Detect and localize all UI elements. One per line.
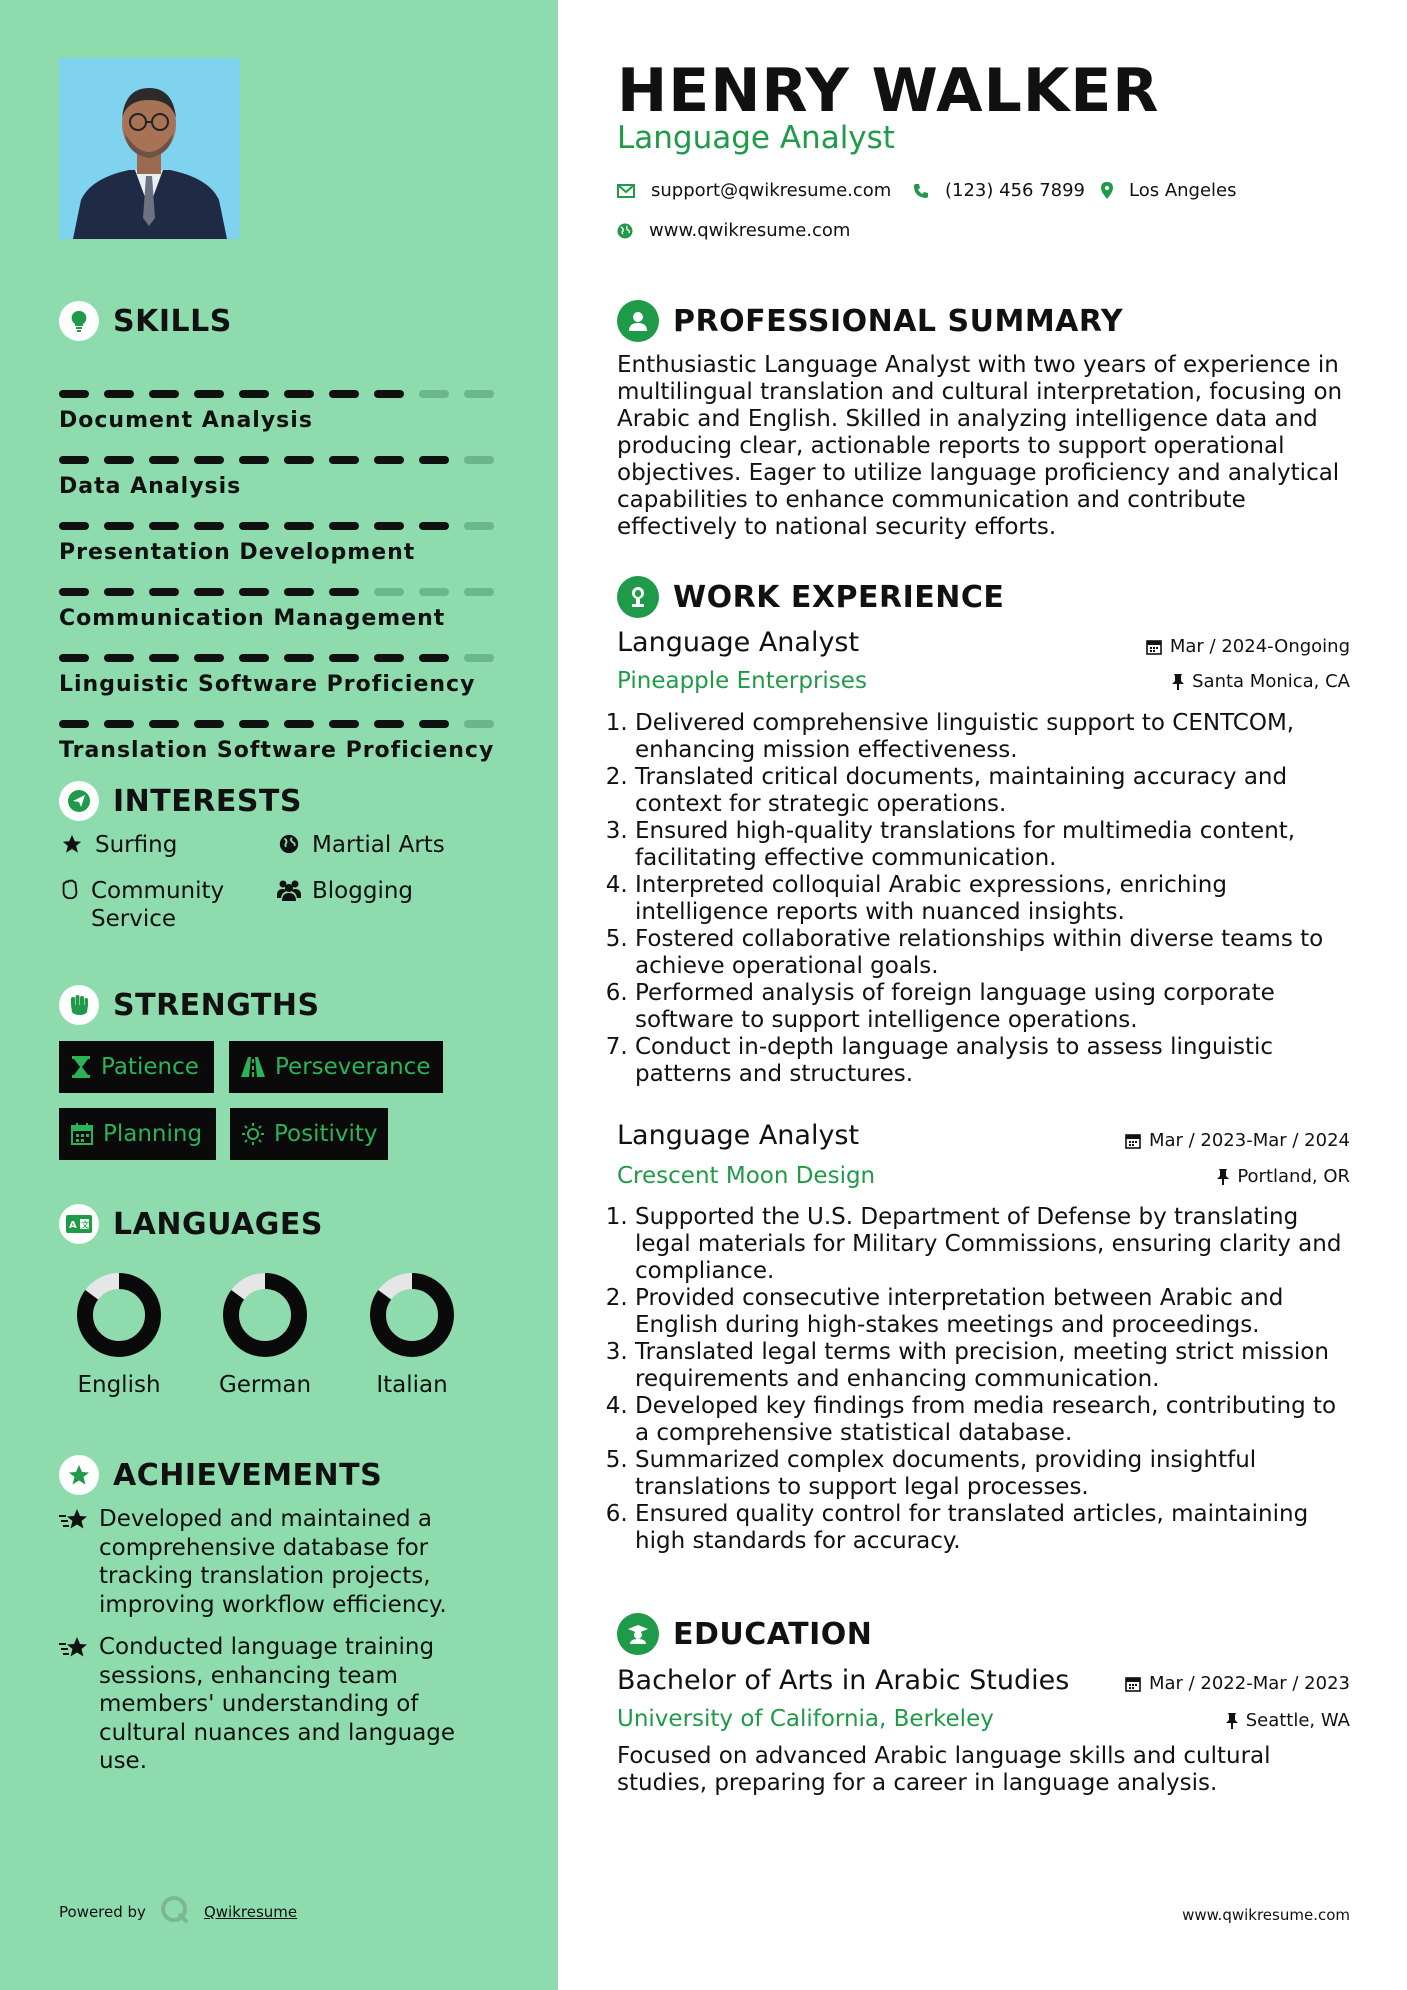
skill-level-segment	[194, 588, 224, 596]
job-bullet: 3. Translated legal terms with precision, meeting strict mission requirements and enhancing communication.	[635, 1339, 1350, 1393]
skill-level-segment	[104, 390, 134, 398]
skill-item	[59, 352, 499, 433]
skill-level-segment	[104, 588, 134, 596]
skill-level-bar	[59, 390, 499, 398]
skill-level-segment	[464, 522, 494, 530]
degree-title: Bachelor of Arts in Arabic Studies	[617, 1665, 1070, 1696]
contact-phone[interactable]: (123) 456 7899	[913, 180, 1085, 201]
job-dates: Mar / 2023-Mar / 2024	[1125, 1130, 1350, 1151]
language-level-ring	[74, 1270, 164, 1360]
candidate-name: HENRY WALKER	[617, 56, 1160, 126]
road-icon	[241, 1057, 265, 1077]
globe-icon	[617, 223, 633, 239]
interests-title: INTERESTS	[113, 783, 302, 819]
strength-patience: Patience	[59, 1041, 214, 1093]
job-bullet: 6. Ensured quality control for translated articles, maintaining high standards for accuracy.	[635, 1501, 1350, 1555]
strength-planning: Planning	[59, 1108, 216, 1160]
skill-item	[59, 418, 499, 499]
pushpin-icon	[1226, 1713, 1238, 1729]
company-name: Crescent Moon Design	[617, 1163, 876, 1189]
language-icon	[59, 1204, 99, 1244]
skill-level-segment	[284, 720, 314, 728]
strength-perseverance: Perseverance	[229, 1041, 443, 1093]
school-name: University of California, Berkeley	[617, 1706, 994, 1732]
contact-location: Los Angeles	[1101, 180, 1237, 201]
job-bullet: 5. Summarized complex documents, providing insightful translations to support legal processes.	[635, 1447, 1350, 1501]
footer-url[interactable]: www.qwikresume.com	[1182, 1906, 1350, 1924]
language-item	[352, 1270, 472, 1398]
contact-email[interactable]: support@qwikresume.com	[617, 180, 891, 201]
skill-level-segment	[59, 522, 89, 530]
skills-heading	[59, 301, 232, 341]
language-level-ring	[220, 1270, 310, 1360]
job-bullet: 4. Interpreted colloquial Arabic expressions, enriching intelligence reports with nuanced insights.	[635, 872, 1350, 926]
svg-text:A: A	[69, 1220, 77, 1231]
skill-name: Presentation Development	[59, 540, 416, 565]
skill-name: Translation Software Proficiency	[59, 738, 495, 763]
skill-level-segment	[239, 390, 269, 398]
skill-level-segment	[149, 522, 179, 530]
skill-level-segment	[464, 456, 494, 464]
skill-level-segment	[464, 390, 494, 398]
languages-heading	[59, 1204, 323, 1244]
calendar-icon	[1146, 639, 1162, 655]
achievement-item: Developed and maintained a comprehensive database for tracking translation projects, improving workflow efficiency.	[59, 1505, 499, 1619]
achievement-item: Conducted language training sessions, enhancing team members' understanding of cultural nuances and language use.	[59, 1633, 499, 1776]
skill-level-segment	[149, 390, 179, 398]
skill-level-segment	[284, 522, 314, 530]
skill-item	[59, 682, 499, 763]
skill-level-segment	[59, 720, 89, 728]
job-location: Portland, OR	[1217, 1166, 1350, 1187]
candidate-role: Language Analyst	[617, 120, 895, 156]
achievements-title: ACHIEVEMENTS	[113, 1457, 383, 1493]
languages-title: LANGUAGES	[113, 1206, 323, 1242]
summary-title: PROFESSIONAL SUMMARY	[673, 303, 1124, 339]
star-icon	[59, 831, 85, 855]
sun-icon	[242, 1123, 264, 1145]
skill-level-segment	[419, 654, 449, 662]
skill-level-segment	[104, 654, 134, 662]
skill-level-bar	[59, 588, 499, 596]
job-bullet: 4. Developed key findings from media research, contributing to a comprehensive statistical database.	[635, 1393, 1350, 1447]
skill-level-segment	[239, 588, 269, 596]
phone-icon	[913, 183, 929, 199]
skill-level-segment	[419, 456, 449, 464]
education-dates: Mar / 2022-Mar / 2023	[1125, 1673, 1350, 1694]
skill-level-segment	[464, 720, 494, 728]
experience-title: WORK EXPERIENCE	[673, 579, 1005, 615]
interest-surfing: Surfing	[59, 831, 177, 859]
skill-level-segment	[194, 390, 224, 398]
skill-level-segment	[239, 522, 269, 530]
skill-level-segment	[194, 456, 224, 464]
skill-level-segment	[464, 588, 494, 596]
skill-level-segment	[284, 456, 314, 464]
calendar-icon	[1125, 1133, 1141, 1149]
skill-level-segment	[374, 522, 404, 530]
skill-level-segment	[284, 390, 314, 398]
skill-level-segment	[329, 390, 359, 398]
job-bullet: 6. Performed analysis of foreign language using corporate software to support intelligence operations.	[635, 980, 1350, 1034]
achievements-heading	[59, 1455, 382, 1495]
skill-level-segment	[104, 456, 134, 464]
powered-by: Powered by Qwikresume	[59, 1895, 297, 1929]
skill-level-segment	[374, 588, 404, 596]
skill-level-segment	[329, 588, 359, 596]
calendar-icon	[1125, 1676, 1141, 1692]
skill-level-bar	[59, 522, 499, 530]
job-bullet: 2. Provided consecutive interpretation between Arabic and English during high-stakes meetings and proceedings.	[635, 1285, 1350, 1339]
skill-level-segment	[239, 720, 269, 728]
skill-level-segment	[59, 588, 89, 596]
skill-level-segment	[59, 390, 89, 398]
skill-level-segment	[59, 654, 89, 662]
skill-level-segment	[329, 654, 359, 662]
job-bullet: 3. Ensured high-quality translations for multimedia content, facilitating effective communication.	[635, 818, 1350, 872]
skill-level-segment	[419, 390, 449, 398]
skill-level-segment	[419, 720, 449, 728]
language-item	[205, 1270, 325, 1398]
interest-martial-arts: Martial Arts	[276, 831, 445, 859]
strengths-heading	[59, 985, 320, 1025]
job-title: Language Analyst	[617, 1120, 860, 1151]
skill-name: Data Analysis	[59, 474, 242, 499]
language-name: Italian	[376, 1372, 448, 1398]
interest-blogging: Blogging	[276, 877, 413, 905]
interest-community-service: Community Service	[59, 877, 249, 933]
company-name: Pineapple Enterprises	[617, 668, 867, 694]
skill-level-segment	[149, 456, 179, 464]
skill-level-segment	[104, 720, 134, 728]
skill-level-segment	[239, 654, 269, 662]
job-title: Language Analyst	[617, 627, 860, 658]
language-item	[59, 1270, 179, 1398]
language-name: English	[77, 1372, 161, 1398]
skill-level-segment	[329, 522, 359, 530]
education-location: Seattle, WA	[1226, 1710, 1350, 1731]
fist-icon	[59, 985, 99, 1025]
education-text: Focused on advanced Arabic language skills and cultural studies, preparing for a career in language analysis.	[617, 1743, 1271, 1796]
job-dates: Mar / 2024-Ongoing	[1146, 636, 1350, 657]
job-bullet: 1. Delivered comprehensive linguistic support to CENTCOM, enhancing mission effectiveness.	[635, 710, 1350, 764]
sidebar	[0, 0, 558, 1990]
job-bullets	[617, 1204, 1350, 1555]
skill-level-segment	[374, 456, 404, 464]
star-badge-icon	[59, 1455, 99, 1495]
svg-text:文: 文	[81, 1220, 89, 1230]
skill-level-segment	[464, 654, 494, 662]
calendar-icon	[71, 1123, 93, 1145]
skill-level-segment	[149, 720, 179, 728]
skill-level-segment	[374, 654, 404, 662]
skill-level-segment	[329, 456, 359, 464]
skill-level-segment	[284, 654, 314, 662]
shooting-star-icon	[59, 1505, 99, 1619]
skill-level-segment	[329, 720, 359, 728]
skill-level-segment	[194, 720, 224, 728]
hourglass-icon	[71, 1056, 91, 1078]
skill-level-segment	[374, 720, 404, 728]
pushpin-icon	[1172, 674, 1184, 690]
lightbulb-icon	[59, 301, 99, 341]
job-bullet: 1. Supported the U.S. Department of Defense by translating legal materials for Military Commissions, ensuring clarity and compliance.	[635, 1204, 1350, 1285]
job-location: Santa Monica, CA	[1172, 671, 1350, 692]
skill-level-segment	[104, 522, 134, 530]
strengths-title: STRENGTHS	[113, 987, 320, 1023]
user-icon	[617, 300, 659, 342]
experience-heading	[617, 576, 1004, 618]
skill-level-bar	[59, 654, 499, 662]
globe-icon	[276, 831, 302, 855]
skill-level-segment	[194, 654, 224, 662]
skill-level-segment	[194, 522, 224, 530]
paper-plane-icon	[59, 781, 99, 821]
skill-level-segment	[149, 588, 179, 596]
summary-text: Enthusiastic Language Analyst with two years of experience in multilingual translation and cultural interpretation, focusing on Arabic and English. Skilled in analyzing intelligence data and producing clear, actionable reports to support operational objectives. Eager to utilize language proficiency and analytical capabilities to enhance communication and contribute effectively to national security efforts.	[617, 352, 1343, 540]
contact-website[interactable]: www.qwikresume.com	[617, 220, 850, 241]
podium-icon	[617, 576, 659, 618]
skill-name: Document Analysis	[59, 408, 313, 433]
skill-level-segment	[374, 390, 404, 398]
education-title: EDUCATION	[673, 1616, 873, 1652]
graduate-icon	[617, 1613, 659, 1655]
job-bullet: 2. Translated critical documents, maintaining accuracy and context for strategic operations.	[635, 764, 1350, 818]
strength-positivity: Positivity	[230, 1108, 388, 1160]
job-bullet: 7. Conduct in-depth language analysis to assess linguistic patterns and structures.	[635, 1034, 1350, 1088]
skill-name: Communication Management	[59, 606, 446, 631]
skill-level-segment	[59, 456, 89, 464]
language-level-ring	[367, 1270, 457, 1360]
users-icon	[276, 877, 302, 901]
skill-level-segment	[419, 588, 449, 596]
skill-level-bar	[59, 456, 499, 464]
skill-level-bar	[59, 720, 499, 728]
summary-heading	[617, 300, 1123, 342]
qwikresume-link[interactable]: Qwikresume	[203, 1903, 298, 1921]
interests-heading	[59, 781, 302, 821]
skill-level-segment	[149, 654, 179, 662]
profile-photo	[59, 58, 240, 239]
hand-icon	[59, 877, 81, 901]
skill-name: Linguistic Software Proficiency	[59, 672, 476, 697]
envelope-icon	[617, 184, 635, 198]
skill-level-segment	[239, 456, 269, 464]
education-heading	[617, 1613, 872, 1655]
language-name: German	[218, 1372, 312, 1398]
map-marker-icon	[1101, 182, 1113, 199]
skills-title: SKILLS	[113, 303, 232, 339]
qwikresume-logo-icon	[160, 1895, 190, 1929]
skill-level-segment	[419, 522, 449, 530]
skill-level-segment	[284, 588, 314, 596]
job-bullets	[617, 710, 1350, 1088]
skill-item	[59, 550, 499, 631]
job-bullet: 5. Fostered collaborative relationships within diverse teams to achieve operational goals.	[635, 926, 1350, 980]
shooting-star-icon	[59, 1633, 99, 1776]
skill-item	[59, 484, 499, 565]
skill-item	[59, 616, 499, 697]
pushpin-icon	[1217, 1169, 1229, 1185]
